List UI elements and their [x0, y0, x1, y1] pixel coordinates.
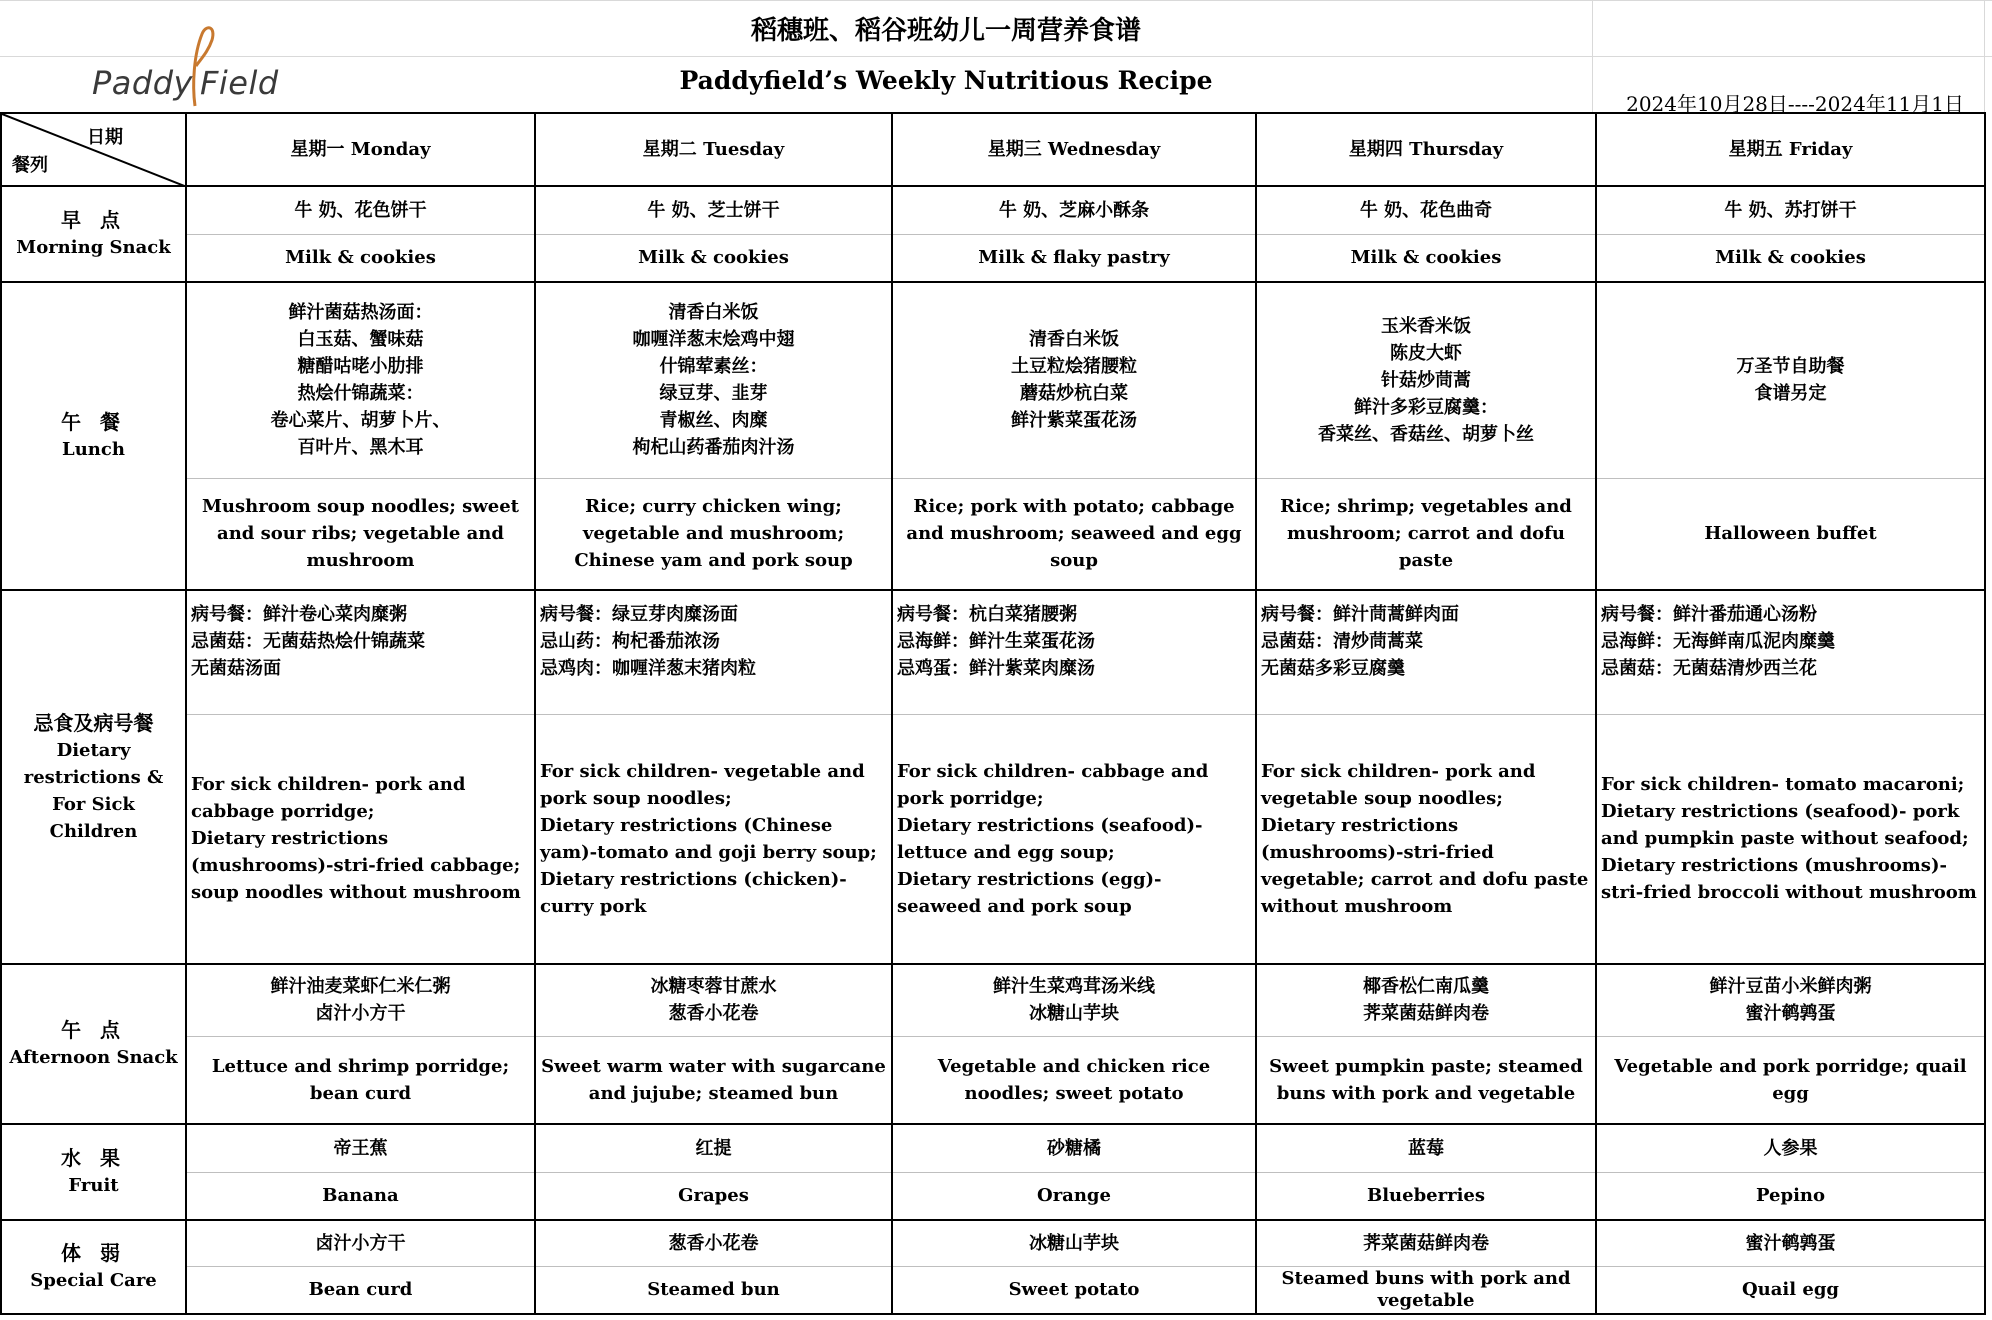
category-label-cn: 午 餐: [61, 410, 126, 434]
table-row: [1, 1124, 1985, 1172]
dietary-cn-cell: 病号餐：绿豆芽肉糜汤面 忌山药：枸杞番茄浓汤 忌鸡肉：咖喱洋葱末猪肉粒: [535, 590, 892, 714]
day-header-monday: 星期一 Monday: [186, 113, 535, 186]
lunch-en-cell: Mushroom soup noodles; sweet and sour ribs; vegetable and mushroom: [186, 478, 535, 590]
afternoon-cn-cell: 鲜汁油麦菜虾仁米仁粥 卤汁小方干: [186, 964, 535, 1036]
day-header-wednesday: 星期三 Wednesday: [892, 113, 1256, 186]
logo-text-right: Field: [200, 64, 279, 102]
fruit-cn-cell: 人参果: [1596, 1124, 1985, 1172]
table-row: [1, 714, 1985, 964]
paddy-field-logo: [90, 14, 290, 114]
morning-en-cell: Milk & flaky pastry: [892, 234, 1256, 282]
care-en-cell: Steamed buns with pork and vegetable: [1256, 1266, 1596, 1314]
category-lunch: [1, 282, 186, 590]
corner-header-cell: [1, 113, 186, 186]
category-label-en: Morning Snack: [16, 237, 171, 258]
table-row: [1, 964, 1985, 1036]
lunch-cn-cell: 清香白米饭 咖喱洋葱末烩鸡中翅 什锦荤素丝： 绿豆芽、韭芽 青椒丝、肉糜 枸杞山药番茄肉汁汤: [535, 282, 892, 478]
day-header-friday: 星期五 Friday: [1596, 113, 1985, 186]
fruit-en-cell: Banana: [186, 1172, 535, 1220]
morning-cn-cell: 牛 奶、花色曲奇: [1256, 186, 1596, 234]
dietary-cn-cell: 病号餐：鲜汁茼蒿鲜肉面 忌菌菇：清炒茼蒿菜 无菌菇多彩豆腐羹: [1256, 590, 1596, 714]
table-row: [1, 234, 1985, 282]
fruit-en-cell: Orange: [892, 1172, 1256, 1220]
fruit-en-cell: Pepino: [1596, 1172, 1985, 1220]
afternoon-en-cell: Sweet warm water with sugarcane and jujube; steamed bun: [535, 1036, 892, 1124]
fruit-en-cell: Grapes: [535, 1172, 892, 1220]
lunch-en-cell: Halloween buffet: [1596, 478, 1985, 590]
afternoon-cn-cell: 鲜汁生菜鸡茸汤米线 冰糖山芋块: [892, 964, 1256, 1036]
care-cn-cell: 荠菜菌菇鲜肉卷: [1256, 1220, 1596, 1266]
care-cn-cell: 蜜汁鹌鹑蛋: [1596, 1220, 1985, 1266]
dietary-en-cell: For sick children- vegetable and pork soup noodles; Dietary restrictions (Chinese yam)-tomato and goji berry soup; Dietary restrictions (chicken)- curry pork: [535, 714, 892, 964]
care-en-cell: Sweet potato: [892, 1266, 1256, 1314]
table-row: [1, 1036, 1985, 1124]
category-label-en: Special Care: [30, 1270, 157, 1291]
fruit-cn-cell: 帝王蕉: [186, 1124, 535, 1172]
category-label-en: Dietary restrictions & For Sick Children: [23, 739, 164, 842]
morning-en-cell: Milk & cookies: [1596, 234, 1985, 282]
afternoon-cn-cell: 冰糖枣蓉甘蔗水 葱香小花卷: [535, 964, 892, 1036]
category-label-en: Lunch: [62, 439, 125, 460]
morning-en-cell: Milk & cookies: [186, 234, 535, 282]
lunch-cn-cell: 清香白米饭 土豆粒烩猪腰粒 蘑菇炒杭白菜 鲜汁紫菜蛋花汤: [892, 282, 1256, 478]
category-morning-snack: [1, 186, 186, 282]
day-header-tuesday: 星期二 Tuesday: [535, 113, 892, 186]
care-cn-cell: 葱香小花卷: [535, 1220, 892, 1266]
table-row: [1, 1220, 1985, 1266]
lunch-cn-cell: 玉米香米饭 陈皮大虾 针菇炒茼蒿 鲜汁多彩豆腐羹： 香菜丝、香菇丝、胡萝卜丝: [1256, 282, 1596, 478]
afternoon-en-cell: Sweet pumpkin paste; steamed buns with pork and vegetable: [1256, 1036, 1596, 1124]
category-afternoon-snack: [1, 964, 186, 1124]
header-gridline: [0, 56, 1992, 57]
care-en-cell: Bean curd: [186, 1266, 535, 1314]
header-gridline: [1592, 0, 1593, 112]
afternoon-en-cell: Vegetable and chicken rice noodles; sweet potato: [892, 1036, 1256, 1124]
category-label-cn: 忌食及病号餐: [33, 710, 154, 735]
morning-en-cell: Milk & cookies: [535, 234, 892, 282]
category-special-care: [1, 1220, 186, 1314]
dietary-cn-cell: 病号餐：鲜汁卷心菜肉糜粥 忌菌菇：无菌菇热烩什锦蔬菜 无菌菇汤面: [186, 590, 535, 714]
lunch-cn-cell: 万圣节自助餐 食谱另定: [1596, 282, 1985, 478]
table-row: [1, 1266, 1985, 1314]
lunch-en-cell: Rice; pork with potato; cabbage and mushroom; seaweed and egg soup: [892, 478, 1256, 590]
table-row: [1, 282, 1985, 478]
dietary-en-cell: For sick children- tomato macaroni; Dietary restrictions (seafood)- pork and pumpkin paste without seafood; Dietary restrictions (mushrooms)- stri-fried broccoli without mushroom: [1596, 714, 1985, 964]
table-header-row: [1, 113, 1985, 186]
date-range: 2024年10月28日----2024年11月1日: [1626, 92, 1964, 116]
category-fruit: [1, 1124, 186, 1220]
table-row: [1, 1172, 1985, 1220]
fruit-en-cell: Blueberries: [1256, 1172, 1596, 1220]
fruit-cn-cell: 红提: [535, 1124, 892, 1172]
morning-cn-cell: 牛 奶、芝麻小酥条: [892, 186, 1256, 234]
afternoon-en-cell: Lettuce and shrimp porridge; bean curd: [186, 1036, 535, 1124]
category-label-en: Afternoon Snack: [9, 1047, 178, 1068]
header-gridline: [0, 0, 1992, 1]
weekly-menu-table: [0, 112, 1986, 1315]
dietary-cn-cell: 病号餐：鲜汁番茄通心汤粉 忌海鲜：无海鲜南瓜泥肉糜羹 忌菌菇：无菌菇清炒西兰花: [1596, 590, 1985, 714]
table-row: [1, 590, 1985, 714]
category-label-cn: 体 弱: [61, 1241, 126, 1265]
page-title-english: Paddyfield’s Weekly Nutritious Recipe: [679, 66, 1213, 95]
page-title-chinese: 稻穗班、稻谷班幼儿一周营养食谱: [750, 16, 1141, 46]
afternoon-en-cell: Vegetable and pork porridge; quail egg: [1596, 1036, 1985, 1124]
header-gridline: [1984, 0, 1985, 112]
care-en-cell: Steamed bun: [535, 1266, 892, 1314]
day-header-thursday: 星期四 Thursday: [1256, 113, 1596, 186]
dietary-en-cell: For sick children- cabbage and pork porridge; Dietary restrictions (seafood)- lettuce and egg soup; Dietary restrictions (egg)- seaweed and pork soup: [892, 714, 1256, 964]
corner-label-date: 日期: [87, 127, 123, 148]
dietary-cn-cell: 病号餐：杭白菜猪腰粥 忌海鲜：鲜汁生菜蛋花汤 忌鸡蛋：鲜汁紫菜肉糜汤: [892, 590, 1256, 714]
lunch-cn-cell: 鲜汁菌菇热汤面： 白玉菇、蟹味菇 糖醋咕咾小肋排 热烩什锦蔬菜： 卷心菜片、胡萝卜片、 百叶片、黑木耳: [186, 282, 535, 478]
morning-en-cell: Milk & cookies: [1256, 234, 1596, 282]
dietary-en-cell: For sick children- pork and vegetable soup noodles; Dietary restrictions (mushrooms)-stri-fried vegetable; carrot and dofu paste without mushroom: [1256, 714, 1596, 964]
care-en-cell: Quail egg: [1596, 1266, 1985, 1314]
table-row: [1, 478, 1985, 590]
afternoon-cn-cell: 鲜汁豆苗小米鲜肉粥 蜜汁鹌鹑蛋: [1596, 964, 1985, 1036]
care-cn-cell: 冰糖山芋块: [892, 1220, 1256, 1266]
care-cn-cell: 卤汁小方干: [186, 1220, 535, 1266]
fruit-cn-cell: 蓝莓: [1256, 1124, 1596, 1172]
morning-cn-cell: 牛 奶、花色饼干: [186, 186, 535, 234]
logo-text-left: Paddy: [92, 64, 193, 102]
lunch-en-cell: Rice; shrimp; vegetables and mushroom; carrot and dofu paste: [1256, 478, 1596, 590]
category-label-cn: 早 点: [61, 208, 126, 232]
category-dietary-restrictions: [1, 590, 186, 964]
category-label-en: Fruit: [68, 1175, 119, 1196]
afternoon-cn-cell: 椰香松仁南瓜羹 荠菜菌菇鲜肉卷: [1256, 964, 1596, 1036]
fruit-cn-cell: 砂糖橘: [892, 1124, 1256, 1172]
lunch-en-cell: Rice; curry chicken wing; vegetable and mushroom; Chinese yam and pork soup: [535, 478, 892, 590]
corner-label-meal: 餐列: [12, 155, 48, 176]
dietary-en-cell: For sick children- pork and cabbage porridge; Dietary restrictions (mushrooms)-stri-fried cabbage; soup noodles without mushroom: [186, 714, 535, 964]
table-row: [1, 186, 1985, 234]
morning-cn-cell: 牛 奶、苏打饼干: [1596, 186, 1985, 234]
morning-cn-cell: 牛 奶、芝士饼干: [535, 186, 892, 234]
category-label-cn: 水 果: [61, 1146, 126, 1170]
category-label-cn: 午 点: [61, 1018, 126, 1042]
